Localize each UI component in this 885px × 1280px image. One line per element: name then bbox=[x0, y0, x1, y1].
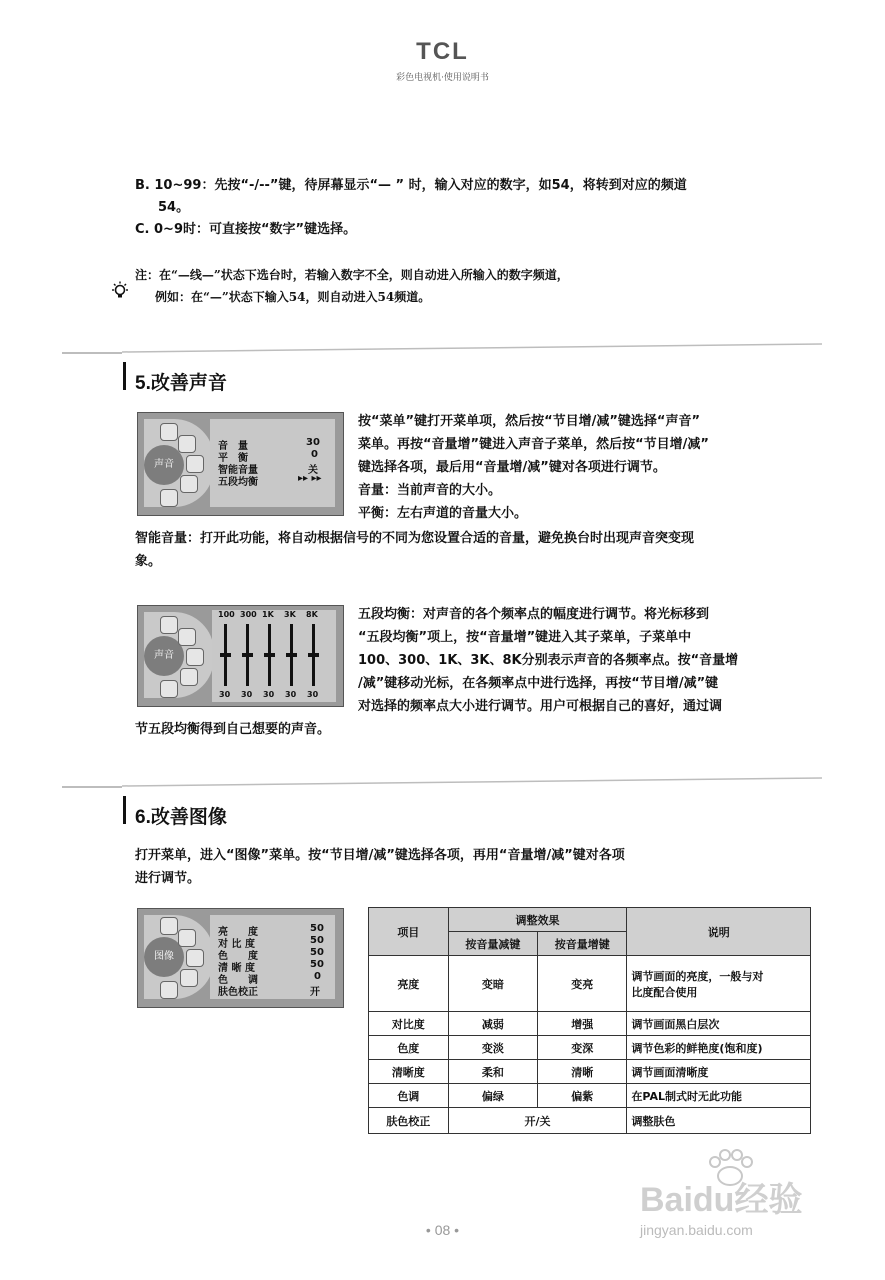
setup-icon bbox=[186, 455, 204, 473]
eq-para-line: “五段均衡”项上，按“音量增”键进入其子菜单，子菜单中 bbox=[358, 630, 692, 645]
sound-menu-label: 声音 bbox=[144, 445, 184, 485]
picture-row-name: 清 晰 度 bbox=[218, 963, 255, 974]
table-row bbox=[369, 1060, 811, 1084]
section5-title: 5.改善声音 bbox=[135, 373, 227, 394]
table-cell-both: 开/关 bbox=[448, 1108, 627, 1134]
brand-logo: TCL bbox=[416, 38, 469, 65]
eq-para-line: 100、300、1K、3K、8K分别表示声音的各频率点。按“音量增 bbox=[358, 653, 739, 668]
watermark-url: jingyan.baidu.com bbox=[640, 1222, 753, 1238]
eq-band-knob[interactable] bbox=[242, 653, 253, 657]
page-number: • 08 • bbox=[425, 1222, 460, 1238]
sound-para-line: 平衡：左右声道的音量大小。 bbox=[358, 506, 528, 521]
sound-para-line: 音量：当前声音的大小。 bbox=[358, 483, 502, 498]
table-cell-up: 清晰 bbox=[538, 1060, 627, 1084]
sound-row-name: 平 衡 bbox=[218, 453, 248, 464]
picture-icon bbox=[178, 628, 196, 646]
table-cell-down: 柔和 bbox=[448, 1060, 537, 1084]
table-cell-item: 色调 bbox=[369, 1084, 449, 1108]
eq-band-value: 30 bbox=[307, 690, 319, 699]
eq-band-knob[interactable] bbox=[264, 653, 275, 657]
eq-band-label: 3K bbox=[284, 610, 296, 619]
picture-row-name: 亮 度 bbox=[218, 927, 258, 938]
table-cell-desc-line: 比度配合使用 bbox=[631, 985, 698, 999]
sound-row-value: 关 bbox=[308, 465, 318, 476]
eq-band-label: 300 bbox=[240, 610, 257, 619]
picture-row-value: 0 bbox=[314, 971, 321, 982]
sound-menu-image bbox=[137, 412, 344, 516]
section6-rule-right bbox=[122, 776, 822, 796]
table-cell-item: 肤色校正 bbox=[369, 1108, 449, 1134]
sound-row-value: 30 bbox=[306, 437, 320, 448]
picture-row-name: 色 度 bbox=[218, 951, 258, 962]
table-cell-up: 变深 bbox=[538, 1036, 627, 1060]
section6-title: 6.改善图像 bbox=[135, 807, 227, 828]
sound-icon bbox=[160, 917, 178, 935]
eq-band-value: 30 bbox=[285, 690, 297, 699]
section5-rule-left bbox=[62, 352, 122, 354]
picture-row-value: 50 bbox=[310, 923, 324, 934]
table-cell-desc bbox=[627, 956, 811, 1012]
section6-marker bbox=[123, 796, 126, 824]
table-cell-item: 清晰度 bbox=[369, 1060, 449, 1084]
sound-row-name: 音 量 bbox=[218, 441, 248, 452]
picture-row-value: 50 bbox=[310, 947, 324, 958]
lightbulb-icon bbox=[110, 281, 130, 301]
table-header-item: 项目 bbox=[369, 908, 449, 956]
feature-icon bbox=[160, 680, 178, 698]
table-row bbox=[369, 1012, 811, 1036]
eq-band-label: 100 bbox=[218, 610, 235, 619]
table-cell-desc-line: 调节画面的亮度，一般与对 bbox=[631, 969, 764, 983]
table-row bbox=[369, 1108, 811, 1134]
line-b2: 54。 bbox=[158, 200, 190, 215]
table-cell-down: 偏绿 bbox=[448, 1084, 537, 1108]
sound-icon bbox=[160, 616, 178, 634]
picture-menu-image bbox=[137, 908, 344, 1008]
sound-icon bbox=[160, 423, 178, 441]
picture-icon bbox=[178, 435, 196, 453]
table-cell-item: 色度 bbox=[369, 1036, 449, 1060]
setup-icon bbox=[186, 648, 204, 666]
line-c: C. 0~9时：可直接按“数字”键选择。 bbox=[135, 222, 357, 237]
picture-row-value: 开 bbox=[310, 987, 320, 998]
table-header-effect: 调整效果 bbox=[448, 908, 627, 932]
timer-icon bbox=[180, 668, 198, 686]
picture-row-value: 50 bbox=[310, 935, 324, 946]
table-cell-item: 对比度 bbox=[369, 1012, 449, 1036]
table-cell-up: 偏紫 bbox=[538, 1084, 627, 1108]
table-cell-desc: 调节画面清晰度 bbox=[627, 1060, 811, 1084]
table-header-desc: 说明 bbox=[627, 908, 811, 956]
smart-volume-line: 象。 bbox=[135, 554, 162, 569]
table-cell-desc: 调节画面黑白层次 bbox=[627, 1012, 811, 1036]
feature-icon bbox=[160, 981, 178, 999]
sound-row-value: ▸▸ ▸▸ bbox=[298, 473, 322, 484]
table-cell-up: 变亮 bbox=[538, 956, 627, 1012]
equalizer-menu-image bbox=[137, 605, 344, 707]
eq-para-line: 对选择的频率点大小进行调节。用户可根据自己的喜好，通过调 bbox=[358, 699, 723, 714]
note-line-2: 例如：在“—”状态下输入54，则自动进入54频道。 bbox=[155, 290, 431, 304]
sound-para-line: 菜单。再按“音量增”键进入声音子菜单，然后按“节目增/减” bbox=[358, 437, 709, 452]
line-b1: B. 10~99：先按“-/--”键，待屏幕显示“— ” 时，输入对应的数字，如54，将转到对应的频道 bbox=[135, 178, 687, 193]
eq-band-knob[interactable] bbox=[286, 653, 297, 657]
sound-para-line: 键选择各项，最后用“音量增/减”键对各项进行调节。 bbox=[358, 460, 666, 475]
timer-icon bbox=[180, 475, 198, 493]
table-row bbox=[369, 1036, 811, 1060]
eq-band-value: 30 bbox=[263, 690, 275, 699]
equalizer-menu-label: 声音 bbox=[144, 636, 184, 676]
eq-band-label: 1K bbox=[262, 610, 274, 619]
table-cell-down: 变暗 bbox=[448, 956, 537, 1012]
picture-row-name: 色 调 bbox=[218, 975, 258, 986]
eq-para-line: 五段均衡：对声音的各个频率点的幅度进行调节。将光标移到 bbox=[358, 607, 710, 622]
feature-icon bbox=[160, 489, 178, 507]
sound-row-name: 智能音量 bbox=[218, 465, 258, 476]
sound-para-line: 按“菜单”键打开菜单项，然后按“节目增/减”键选择“声音” bbox=[358, 414, 701, 429]
eq-para-last: 节五段均衡得到自己想要的声音。 bbox=[135, 722, 331, 737]
table-cell-desc: 在PAL制式时无此功能 bbox=[627, 1084, 811, 1108]
picture-row-value: 50 bbox=[310, 959, 324, 970]
note-line-1: 注：在“—线—”状态下选台时，若输入数字不全，则自动进入所输入的数字频道， bbox=[135, 268, 569, 282]
section6-rule-left bbox=[62, 786, 122, 788]
section5-rule-right bbox=[122, 342, 822, 362]
eq-band-label: 8K bbox=[306, 610, 318, 619]
table-header-up: 按音量增键 bbox=[538, 932, 627, 956]
picture-row-name: 对 比 度 bbox=[218, 939, 255, 950]
section5-marker bbox=[123, 362, 126, 390]
table-cell-desc: 调整肤色 bbox=[627, 1108, 811, 1134]
smart-volume-line: 智能音量：打开此功能，将自动根据信号的不同为您设置合适的音量，避免换台时出现声音突变现 bbox=[135, 531, 695, 546]
eq-para-line: /减”键移动光标，在各频率点中进行选择，再按“节目增/减”键 bbox=[358, 676, 719, 691]
setup-icon bbox=[186, 949, 204, 967]
picture-row-name: 肤色校正 bbox=[218, 987, 258, 998]
picture-para-line: 进行调节。 bbox=[135, 871, 201, 886]
timer-icon bbox=[180, 969, 198, 987]
table-cell-down: 减弱 bbox=[448, 1012, 537, 1036]
table-row bbox=[369, 956, 811, 1012]
table-cell-desc: 调节色彩的鲜艳度(饱和度) bbox=[627, 1036, 811, 1060]
eq-band-knob[interactable] bbox=[308, 653, 319, 657]
table-header-down: 按音量减键 bbox=[448, 932, 537, 956]
table-row bbox=[369, 1084, 811, 1108]
eq-band-knob[interactable] bbox=[220, 653, 231, 657]
eq-band-value: 30 bbox=[219, 690, 231, 699]
picture-settings-table bbox=[368, 907, 811, 1134]
eq-band-value: 30 bbox=[241, 690, 253, 699]
sound-row-name: 五段均衡 bbox=[218, 477, 258, 488]
picture-menu-label: 图像 bbox=[144, 937, 184, 977]
watermark-logo: Baidu经验 bbox=[640, 1181, 803, 1219]
manual-subtitle: 彩色电视机·使用说明书 bbox=[396, 73, 489, 83]
sound-row-value: 0 bbox=[311, 449, 318, 460]
picture-icon bbox=[178, 929, 196, 947]
table-cell-up: 增强 bbox=[538, 1012, 627, 1036]
table-cell-item: 亮度 bbox=[369, 956, 449, 1012]
picture-para-line: 打开菜单，进入“图像”菜单。按“节目增/减”键选择各项，再用“音量增/减”键对各项 bbox=[135, 848, 625, 863]
table-cell-down: 变淡 bbox=[448, 1036, 537, 1060]
